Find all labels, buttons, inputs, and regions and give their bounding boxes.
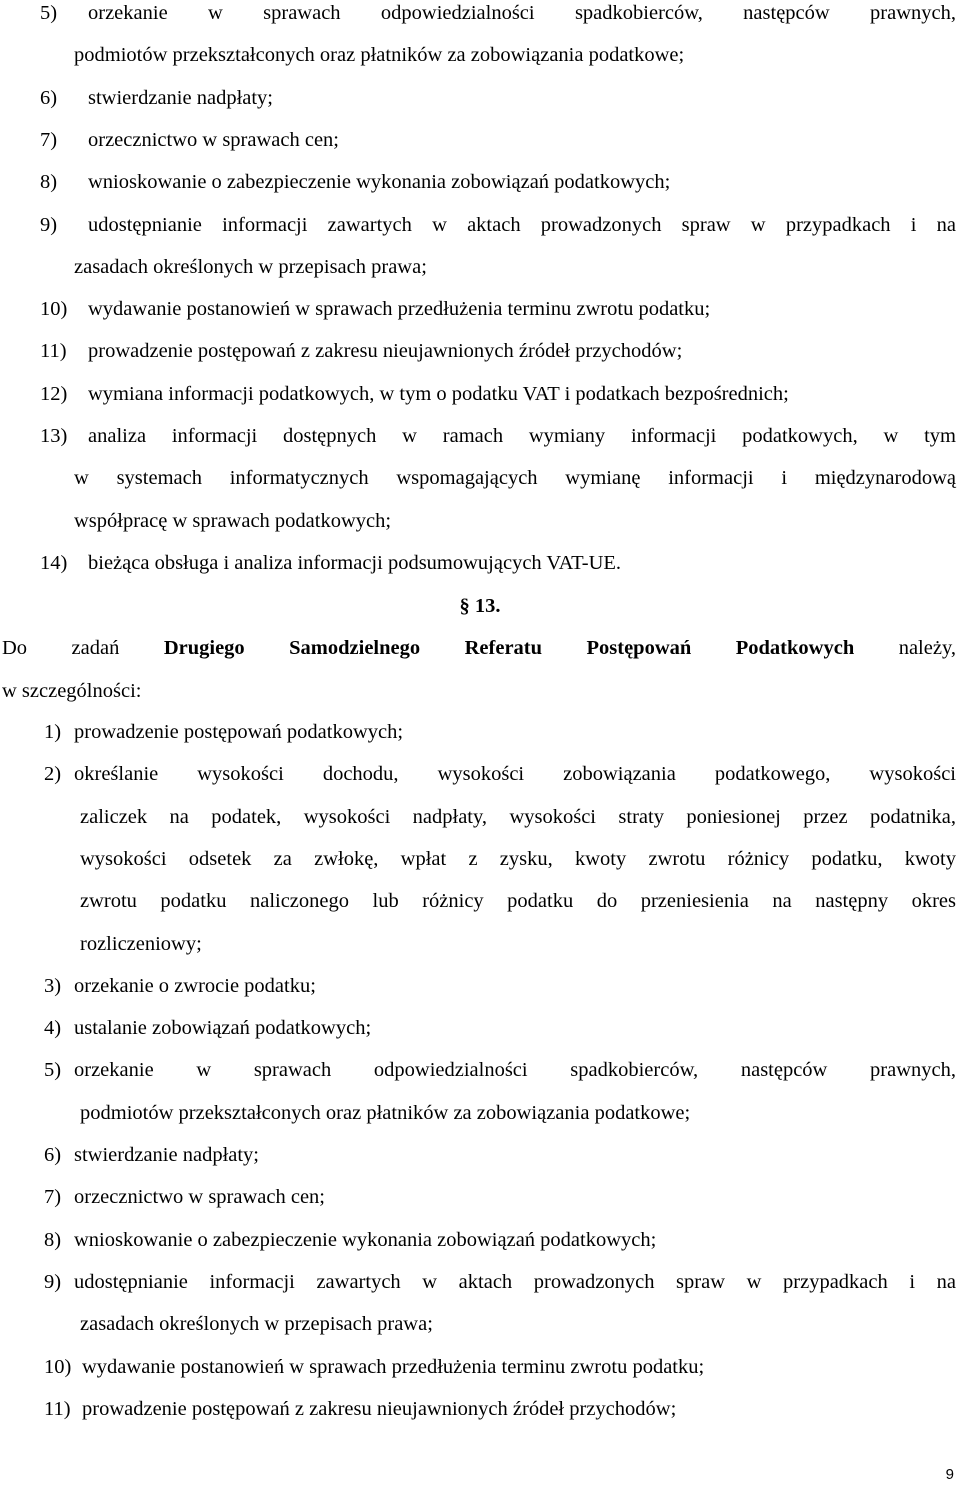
list-item-number: 5) xyxy=(44,1059,62,1082)
list-item-text: udostępnianie informacji zawartych w aktach prowadzonych spraw w przypadkach i na xyxy=(88,213,956,236)
list-item-text: stwierdzanie nadpłaty; xyxy=(88,86,274,109)
list-item-number: 5) xyxy=(40,2,58,24)
list-item-number: 10) xyxy=(40,298,68,321)
list-item-number: 2) xyxy=(44,763,62,786)
list-item-number: 9) xyxy=(44,1270,62,1293)
list-item-number: 12) xyxy=(40,382,68,405)
list-item-text: ustalanie zobowiązań podatkowych; xyxy=(74,1017,372,1040)
intro-suffix: należy, xyxy=(854,637,956,659)
list-item-number: 7) xyxy=(44,1186,62,1209)
section-intro xyxy=(2,635,956,661)
section-heading: § 13. xyxy=(459,595,501,617)
list-item-text: w systemach informatycznych wspomagających wymianę informacji i międzynarodową xyxy=(74,467,956,490)
list-item-number: 1) xyxy=(44,721,62,743)
list-item-text: orzekanie o zwrocie podatku; xyxy=(74,974,316,997)
list-item-number: 4) xyxy=(44,1017,62,1040)
list-item-text: określanie wysokości dochodu, wysokości zobowiązania podatkowego, wysokości xyxy=(74,763,956,786)
list-item-text: wnioskowanie o zabezpieczenie wykonania zobowiązań podatkowych; xyxy=(74,1228,657,1251)
intro-prefix: Do zadań xyxy=(2,637,164,659)
list-item-text: wysokości odsetek za zwłokę, wpłat z zysku, kwoty zwrotu różnicy podatku, kwoty xyxy=(80,847,956,870)
list-item-text: rozliczeniowy; xyxy=(80,932,202,955)
list-item-text: zasadach określonych w przepisach prawa; xyxy=(74,255,427,278)
list-item-number: 8) xyxy=(40,171,58,194)
list-item-number: 6) xyxy=(40,86,58,109)
list-item-text: wymiana informacji podatkowych, w tym o podatku VAT i podatkach bezpośrednich; xyxy=(88,382,789,405)
list-item-text: wnioskowanie o zabezpieczenie wykonania zobowiązań podatkowych; xyxy=(88,171,671,194)
list-item-number: 11) xyxy=(40,340,67,363)
list-item-text: zwrotu podatku naliczonego lub różnicy podatku do przeniesienia na następny okres xyxy=(80,890,956,913)
list-item-number: 14) xyxy=(40,551,68,574)
list-item-number: 8) xyxy=(44,1228,62,1251)
list-item-number: 10) xyxy=(44,1355,72,1378)
list-item-text: stwierdzanie nadpłaty; xyxy=(74,1144,260,1166)
list-item-text: analiza informacji dostępnych w ramach wymiany informacji podatkowych, w tym xyxy=(88,425,956,447)
list-item-text: wydawanie postanowień w sprawach przedłużenia terminu zwrotu podatku; xyxy=(88,298,711,321)
list-item-text: prowadzenie postępowań z zakresu nieujawnionych źródeł przychodów; xyxy=(88,340,683,363)
list-item-text: orzekanie w sprawach odpowiedzialności spadkobierców, następców prawnych, xyxy=(74,1059,956,1082)
list-item-text: orzekanie w sprawach odpowiedzialności spadkobierców, następców prawnych, xyxy=(88,2,956,24)
list-item-text: podmiotów przekształconych oraz płatników za zobowiązania podatkowe; xyxy=(80,1101,691,1124)
list-item-text: bieżąca obsługa i analiza informacji podsumowujących VAT-UE. xyxy=(88,551,622,574)
page-number: 9 xyxy=(945,1466,954,1483)
list-item-text: orzecznictwo w sprawach cen; xyxy=(88,128,339,151)
list-item-text: wydawanie postanowień w sprawach przedłużenia terminu zwrotu podatku; xyxy=(82,1355,705,1378)
list-item-number: 13) xyxy=(40,425,68,447)
list-item-text: podmiotów przekształconych oraz płatników za zobowiązania podatkowe; xyxy=(74,44,685,67)
list-item-text: prowadzenie postępowań z zakresu nieujawnionych źródeł przychodów; xyxy=(82,1397,677,1420)
list-item-number: 11) xyxy=(44,1397,71,1420)
intro-unit-name: Drugiego Samodzielnego Referatu Postępowań Podatkowych xyxy=(163,637,855,659)
list-item-number: 6) xyxy=(44,1144,62,1166)
list-item-text: zasadach określonych w przepisach prawa; xyxy=(80,1313,433,1336)
list-item-number: 9) xyxy=(40,213,58,236)
list-item-number: 3) xyxy=(44,974,62,997)
list-item-text: prowadzenie postępowań podatkowych; xyxy=(74,721,404,743)
list-item-text: zaliczek na podatek, wysokości nadpłaty, wysokości straty poniesionej przez podatnika, xyxy=(80,805,956,828)
list-item-text: współpracę w sprawach podatkowych; xyxy=(74,509,392,532)
list-item-text: orzecznictwo w sprawach cen; xyxy=(74,1186,325,1209)
list-item-number: 7) xyxy=(40,128,58,151)
list-item-text: udostępnianie informacji zawartych w aktach prowadzonych spraw w przypadkach i na xyxy=(74,1270,956,1293)
section-intro-line2: w szczególności: xyxy=(2,680,142,702)
